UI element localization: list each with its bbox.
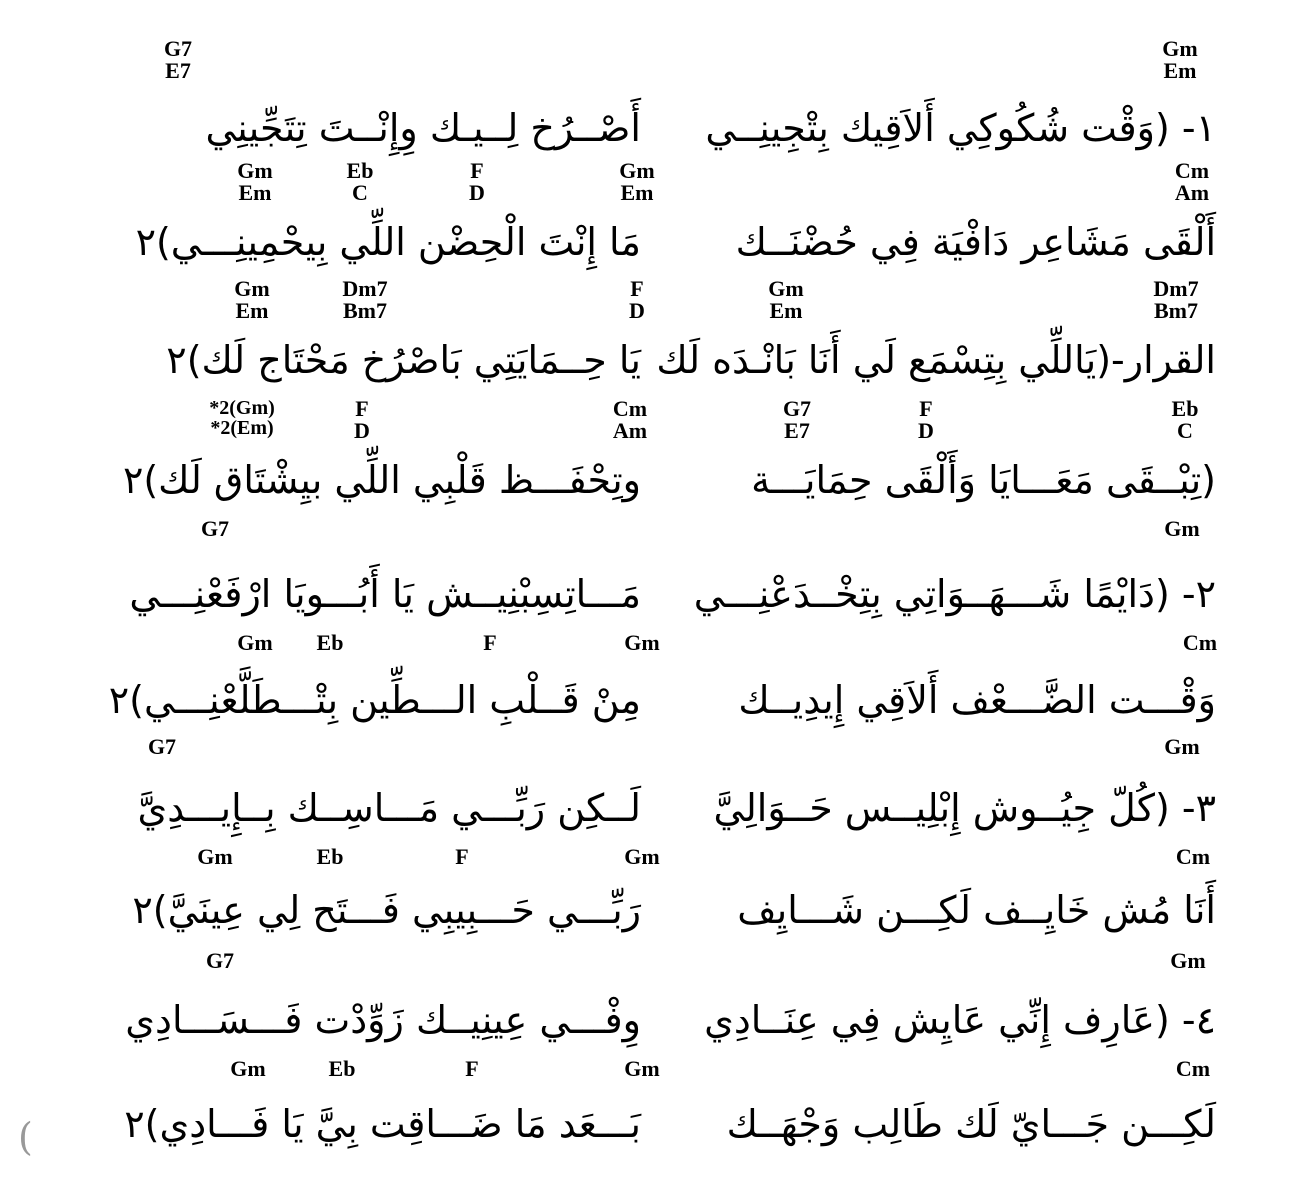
chord-name: Gm xyxy=(624,1056,660,1081)
lyric-row7-left: رَبِّـــي حَـــبِيبِي فَـــتَح لِي عِينَيَّ)٢ xyxy=(132,888,641,932)
chord-name: Cm xyxy=(1182,630,1218,655)
chord-row1-e xyxy=(1175,160,1209,204)
chord-name: Gm xyxy=(768,276,804,301)
chord-name: Cm xyxy=(1174,158,1210,183)
chord-alt: Em xyxy=(620,180,654,205)
chord-row0-a xyxy=(164,38,192,82)
chord-alt: D xyxy=(918,418,934,443)
chord-alt: Em xyxy=(238,180,272,205)
chord-name: F xyxy=(630,276,644,301)
chord-alt: Am xyxy=(1174,180,1210,205)
chord-name: F xyxy=(455,844,469,869)
chord-name: G7 xyxy=(147,734,177,759)
chord-row9-e xyxy=(1176,1058,1210,1080)
lyric-row9-right: لَكِـــن جَـــايّ لَك طَالِب وَجْهَــك xyxy=(726,1102,1216,1146)
chord-row9-a xyxy=(230,1058,265,1080)
chord-row2-b xyxy=(342,278,387,322)
chord-row2-c xyxy=(629,278,645,322)
chord-row8-b xyxy=(1170,950,1205,972)
chord-alt: Am xyxy=(612,418,648,443)
chord-name: Gm xyxy=(1164,734,1200,759)
chord-alt: Em xyxy=(1163,58,1197,83)
chord-row2-e xyxy=(1153,278,1198,322)
chord-row9-d xyxy=(624,1058,659,1080)
chord-name: Gm xyxy=(619,158,655,183)
lyric-row3-left: وتِحْفَـــظ قَلْبِي اللِّي بيِشْتَاق لَك)٢ xyxy=(122,458,641,502)
chord-name: G7 xyxy=(205,948,235,973)
chord-name: *2(Gm) xyxy=(209,397,275,419)
chord-row7-c xyxy=(455,846,468,868)
chord-row2-a xyxy=(234,278,269,322)
chord-row3-b xyxy=(354,398,370,442)
chord-name: F xyxy=(483,630,497,655)
chord-alt: C xyxy=(1177,418,1193,443)
chord-name: Cm xyxy=(612,396,648,421)
chord-name: F xyxy=(919,396,933,421)
chord-row3-e xyxy=(918,398,934,442)
chord-alt: D xyxy=(354,418,370,443)
lyric-row2-right: القرار-(يَاللِّي بِتِسْمَع لَي أَنَا بَانْـدَه لَك xyxy=(656,338,1216,382)
chord-alt: E7 xyxy=(165,58,191,83)
chord-alt: E7 xyxy=(784,418,810,443)
chord-row5-b xyxy=(317,632,344,654)
chord-row0-b xyxy=(1162,38,1197,82)
lyric-row7-right: أَنَا مُش خَايِــف لَكِـــن شَـــايِف xyxy=(737,888,1216,932)
chord-row6-a xyxy=(148,736,176,758)
chord-name: G7 xyxy=(163,36,193,61)
chord-name: Eb xyxy=(316,844,344,869)
chord-row5-c xyxy=(483,632,496,654)
chord-row7-e xyxy=(1176,846,1210,868)
chord-row7-a xyxy=(197,846,232,868)
chord-name: Eb xyxy=(1171,396,1199,421)
chord-row1-d xyxy=(619,160,654,204)
chord-name: Eb xyxy=(316,630,344,655)
chord-name: Gm xyxy=(1162,36,1198,61)
chord-alt: D xyxy=(469,180,485,205)
chord-name: Gm xyxy=(1170,948,1206,973)
chord-name: G7 xyxy=(200,516,230,541)
chord-alt: D xyxy=(629,298,645,323)
lyric-row8-right: ٤- (عَارِف إِنِّي عَايِش فِي عِنَــادِي xyxy=(704,998,1216,1042)
chord-name: Gm xyxy=(624,844,660,869)
chord-name: Gm xyxy=(624,630,660,655)
chord-row1-b xyxy=(347,160,374,204)
chord-row7-b xyxy=(317,846,344,868)
chord-row3-d xyxy=(783,398,811,442)
chord-row5-e xyxy=(1183,632,1217,654)
chord-row4-b xyxy=(1164,518,1199,540)
chord-row4-a xyxy=(201,518,229,540)
margin-mark: ( xyxy=(18,1115,33,1159)
chord-name: Gm xyxy=(234,276,270,301)
lyric-row9-left: بَـــعَد مَا ضَـــاقِت بِيَّ يَا فَـــادِي)٢ xyxy=(124,1102,641,1146)
chord-row7-d xyxy=(624,846,659,868)
lyric-row4-left: مَـــاتِسِبْنِيــش يَا أَبُـــويَا ارْفَعْنِـــي xyxy=(129,572,641,616)
chord-name: Eb xyxy=(346,158,374,183)
chord-row3-c xyxy=(613,398,647,442)
chord-name: Gm xyxy=(1164,516,1200,541)
chord-row9-c xyxy=(465,1058,478,1080)
chord-row2-d xyxy=(768,278,803,322)
chord-row9-b xyxy=(329,1058,356,1080)
chord-name: F xyxy=(470,158,484,183)
chord-row8-a xyxy=(206,950,234,972)
chord-name: Dm7 xyxy=(342,276,388,301)
chord-row5-d xyxy=(624,632,659,654)
chord-row3-f xyxy=(1172,398,1199,442)
chord-alt: C xyxy=(352,180,368,205)
chord-name: F xyxy=(465,1056,479,1081)
lyric-row3-right: (تِبْــقَى مَعَـــايَا وَأَلْقَى حِمَايَـــة xyxy=(751,458,1216,502)
chord-name: Cm xyxy=(1175,844,1211,869)
lyric-row8-left: وِفْـــي عِينِيــك زَوِّدْت فَـــسَـــادِي xyxy=(125,998,641,1042)
lyric-row1-left: مَا إِنْتَ الْحِضْن اللِّي بِيحْمِينِـــي)٢ xyxy=(135,220,641,264)
lyric-row6-right: ٣- (كُلّ جِيُــوش إِبْلِيــس حَــوَالِيَّ xyxy=(713,786,1216,830)
chord-row5-a xyxy=(237,632,272,654)
lyric-row2-left: يَا حِــمَايَتِي بَاصْرُخ مَحْتَاج لَك)٢ xyxy=(166,338,641,382)
chord-name: Gm xyxy=(237,158,273,183)
lyric-row6-left: لَــكِن رَبِّـــي مَـــاسِــك بِــإِيـــدِيَّ xyxy=(137,786,641,830)
chord-alt: Em xyxy=(769,298,803,323)
chord-name: Dm7 xyxy=(1153,276,1199,301)
lyric-row0-left: أَصْــرُخ لِــيـك وِإِنْــتَ تِتَجِّينِي xyxy=(205,106,641,150)
lyric-row1-right: أَلْقَى مَشَاعِر دَافْيَة فِي حُضْنَــك xyxy=(735,220,1216,264)
lyric-row5-left: مِنْ قَــلْبِ الـــطِّين بِتْـــطَلَّعْنِـــي)٢ xyxy=(108,678,641,722)
chord-name: G7 xyxy=(782,396,812,421)
chord-row1-c xyxy=(469,160,485,204)
chord-name: Cm xyxy=(1175,1056,1211,1081)
chord-name: Gm xyxy=(237,630,273,655)
chord-row6-b xyxy=(1164,736,1199,758)
chord-name: Eb xyxy=(328,1056,356,1081)
chord-alt: Bm7 xyxy=(1154,298,1198,323)
chord-alt: *2(Em) xyxy=(210,417,274,439)
chord-name: F xyxy=(355,396,369,421)
chord-alt: Bm7 xyxy=(343,298,387,323)
lyric-row5-right: وَقْـــت الضَّـــعْف أَلاَقِي إِيدِيــك xyxy=(738,678,1216,722)
lyric-row4-right: ٢- (دَايْمًا شَـــهَــوَاتِي بِتِخْــدَعْنِـــي xyxy=(693,572,1216,616)
chord-name: Gm xyxy=(230,1056,266,1081)
chord-alt: Em xyxy=(235,298,269,323)
lyric-row0-right: ١- (وَقْت شُكُوكِي أَلاَقِيك بِتْجِينِــي xyxy=(705,106,1216,150)
chord-row1-a xyxy=(237,160,272,204)
chord-row3-a xyxy=(209,398,275,438)
chord-name: Gm xyxy=(197,844,233,869)
